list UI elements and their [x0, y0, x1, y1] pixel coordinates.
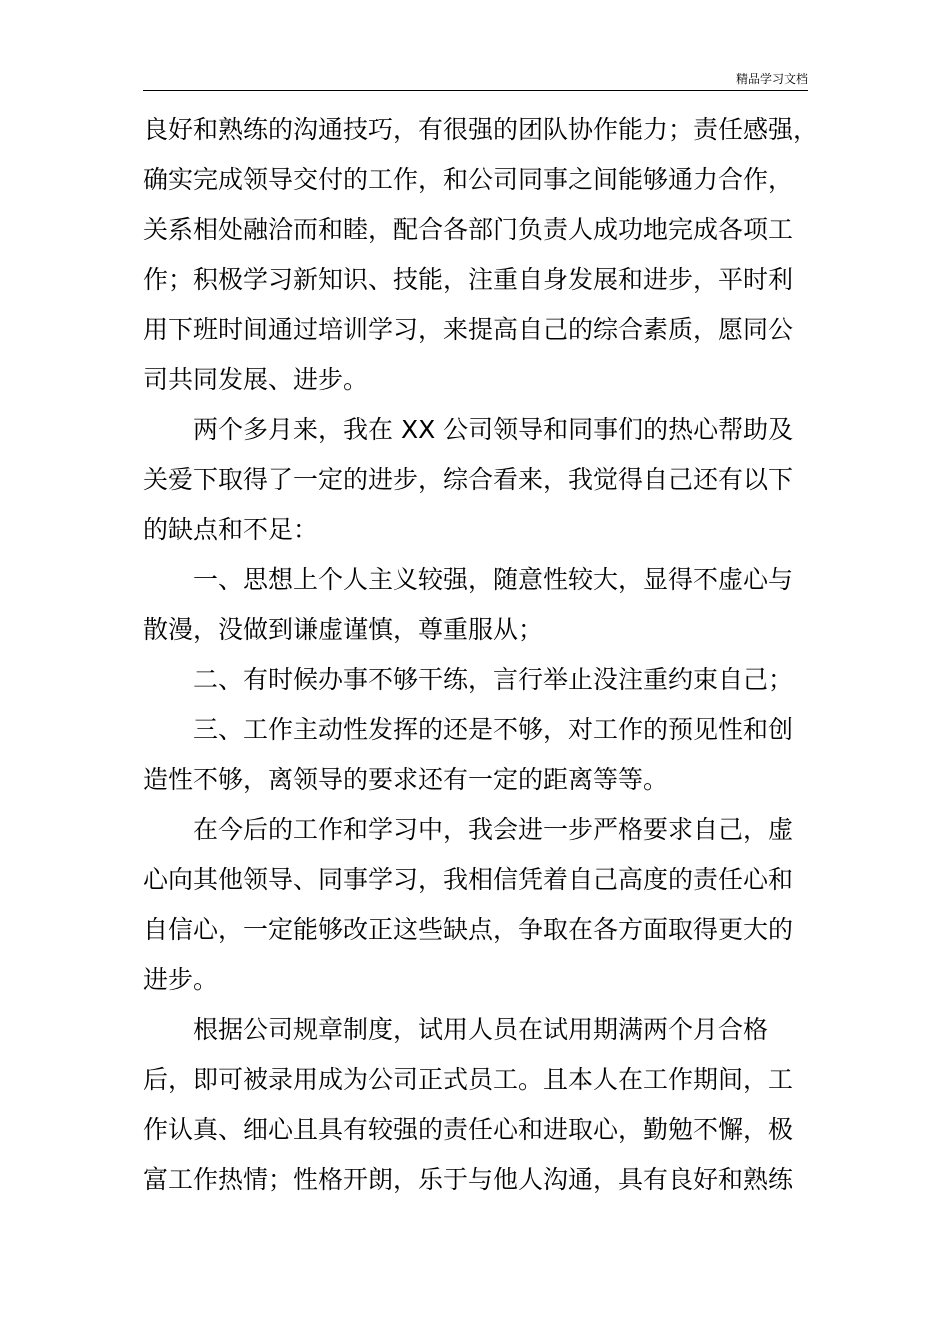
text-line: 关系相处融洽而和睦，配合各部门负责人成功地完成各项工	[143, 215, 794, 244]
text-line: 后，即可被录用成为公司正式员工。且本人在工作期间，工	[143, 1065, 794, 1094]
text-line: 两个多月来，我在 XX 公司领导和同事们的热心帮助及	[193, 415, 794, 444]
text-line: 的缺点和不足：	[143, 515, 319, 544]
text-line: 三、工作主动性发挥的还是不够，对工作的预见性和创	[193, 715, 794, 744]
text-line: 一、思想上个人主义较强，随意性较大，显得不虚心与	[193, 565, 794, 594]
text-line: 根据公司规章制度，试用人员在试用期满两个月合格	[193, 1015, 769, 1044]
page-header	[143, 70, 808, 91]
document-body	[143, 105, 838, 1205]
text-line: 作；积极学习新知识、技能，注重自身发展和进步，平时利	[143, 265, 794, 294]
text-line: 司共同发展、进步。	[143, 365, 369, 394]
text-line: 在今后的工作和学习中，我会进一步严格要求自己，虚	[193, 815, 794, 844]
text-line: 用下班时间通过培训学习，来提高自己的综合素质，愿同公	[143, 315, 794, 344]
text-line: 良好和熟练的沟通技巧，有很强的团队协作能力；责任感强，	[143, 115, 819, 144]
text-line: 确实完成领导交付的工作，和公司同事之间能够通力合作，	[143, 165, 794, 194]
text-line: 散漫，没做到谦虚谨慎，尊重服从；	[143, 615, 544, 644]
text-line: 富工作热情；性格开朗，乐于与他人沟通，具有良好和熟练	[143, 1165, 794, 1194]
text-line: 造性不够，离领导的要求还有一定的距离等等。	[143, 765, 669, 794]
text-line: 进步。	[143, 965, 219, 994]
text-line: 自信心，一定能够改正这些缺点，争取在各方面取得更大的	[143, 915, 794, 944]
text-line: 作认真、细心且具有较强的责任心和进取心，勤勉不懈，极	[143, 1115, 794, 1144]
header-label: 精品学习文档	[735, 72, 808, 86]
text-line: 关爱下取得了一定的进步，综合看来，我觉得自己还有以下	[143, 465, 794, 494]
text-line: 二、有时候办事不够干练，言行举止没注重约束自己；	[193, 665, 794, 694]
text-line: 心向其他领导、同事学习，我相信凭着自己高度的责任心和	[143, 865, 794, 894]
